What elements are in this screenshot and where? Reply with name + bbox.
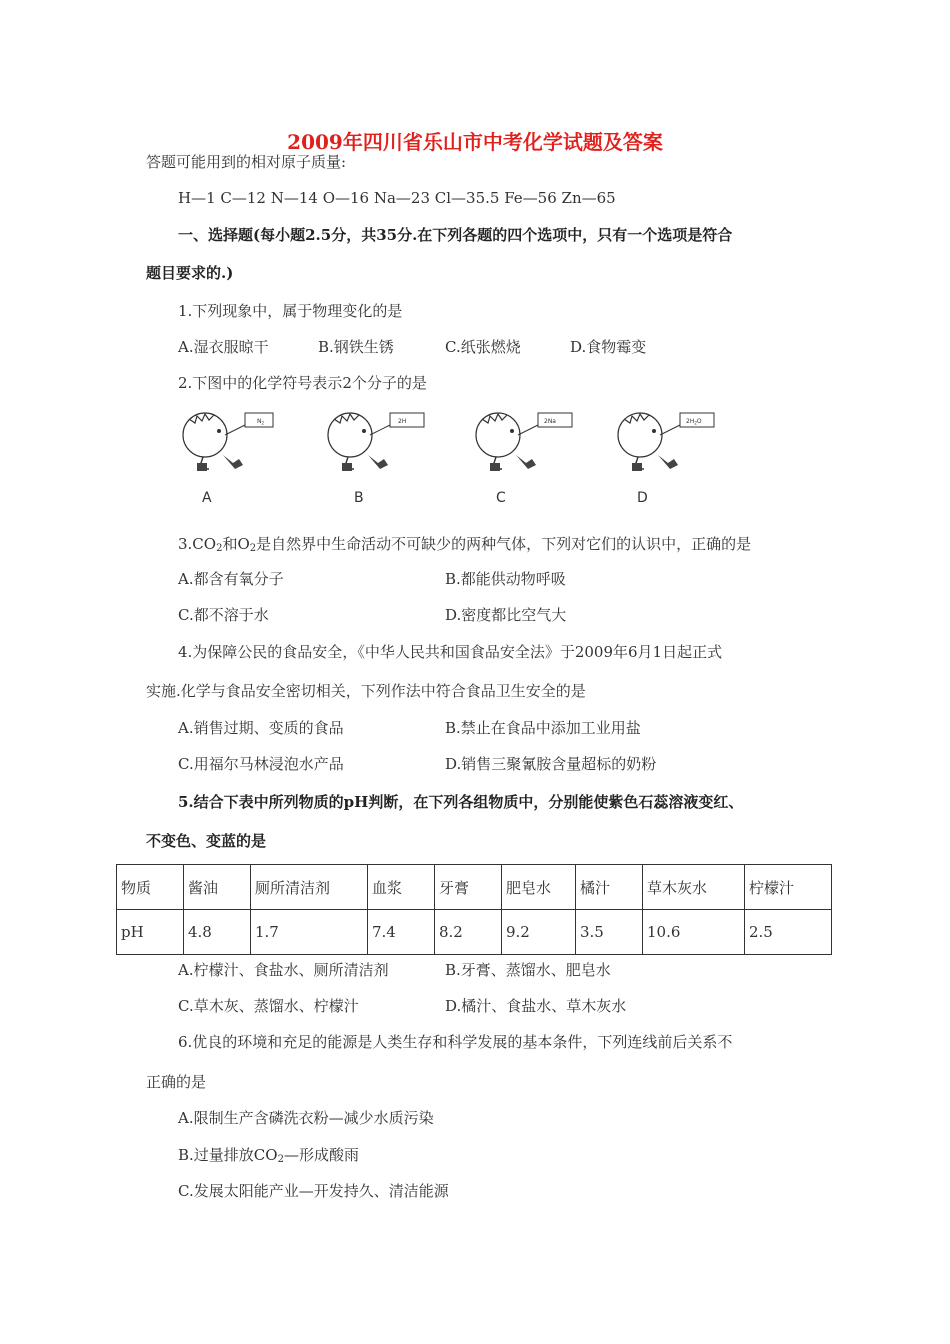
table-cell: 肥皂水: [502, 865, 576, 910]
q4-stem: 4.为保障公民的食品安全，《中华人民共和国食品安全法》于2009年6月1日起正式: [178, 643, 723, 661]
section-heading: 一、选择题(每小题2.5分，共35分.在下列各题的四个选项中，只有一个选项是符合: [178, 226, 733, 244]
q6-option-b: B.过量排放$CO_2—$形成酸雨: [178, 1146, 359, 1165]
table-cell: 血浆: [368, 865, 435, 910]
sign-sub-d: 2: [694, 420, 697, 426]
svg-text:2H2O: [686, 418, 702, 426]
q6-stem-cont: 正确的是: [146, 1073, 207, 1091]
table-cell: 厕所清洁剂: [251, 865, 368, 910]
q5-option-b: B.牙膏、蒸馏水、肥皂水: [445, 961, 611, 979]
q1-option-b: B.钢铁生锈: [318, 338, 394, 356]
table-cell: 10.6: [643, 910, 745, 955]
table-cell: 8.2: [435, 910, 502, 955]
sign-text-a: N: [257, 418, 262, 425]
q6-option-a: A.限制生产含磷洗衣粉—减少水质污染: [178, 1109, 434, 1127]
table-cell: 草木灰水: [643, 865, 745, 910]
q3-stem: $3.CO_2$和$O_2$是自然界中生命活动不可缺少的两种气体，下列对它们的认识中，正确的是: [178, 535, 752, 554]
q2-stem: 2.下图中的化学符号表示2个分子的是: [178, 374, 427, 392]
q6-option-c: C.发展太阳能产业—开发持久、清洁能源: [178, 1182, 449, 1200]
table-cell: 牙膏: [435, 865, 502, 910]
figure-label-d: D: [637, 490, 648, 506]
q3-option-c: C.都不溶于水: [178, 606, 269, 624]
table-row: [117, 910, 832, 955]
cartoon-figure-c: [468, 405, 578, 475]
atomic-mass-line: H—1 C—12 N—14 O—16 Na—23 Cl—35.5 Fe—56 Zn—65: [178, 189, 616, 207]
table-cell: 7.4: [368, 910, 435, 955]
q4-stem-cont: 实施.化学与食品安全密切相关，下列作法中符合食品卫生安全的是: [146, 682, 586, 700]
intro-line: 答题可能用到的相对原子质量:: [146, 153, 347, 171]
table-row: [117, 865, 832, 910]
figure-label-b: B: [354, 490, 364, 506]
table-cell: pH: [117, 910, 184, 955]
q1-option-c: C.纸张燃烧: [445, 338, 521, 356]
q4-option-b: B.禁止在食品中添加工业用盐: [445, 719, 641, 737]
q1-option-d: D.食物霉变: [570, 338, 647, 356]
figure-label-a: A: [202, 490, 212, 506]
cartoon-figure-b: [320, 405, 430, 475]
q1-option-a: A.湿衣服晾干: [178, 338, 269, 356]
q4-option-d: D.销售三聚氰胺含量超标的奶粉: [445, 755, 657, 773]
sign-tail-d: O: [696, 418, 702, 425]
sign-text-b: 2H: [398, 418, 407, 425]
q5-stem: 5.结合下表中所列物质的pH判断，在下列各组物质中，分别能使紫色石蕊溶液变红、: [178, 793, 744, 811]
table-cell: 4.8: [184, 910, 251, 955]
sign-sub-a: 2: [261, 420, 265, 426]
q6-stem: 6.优良的环境和充足的能源是人类生存和科学发展的基本条件，下列连线前后关系不: [178, 1033, 733, 1051]
cartoon-figure-d: [610, 405, 720, 475]
q5-option-c: C.草木灰、蒸馏水、柠檬汁: [178, 997, 359, 1015]
sign-text-d: 2H: [686, 418, 695, 425]
table-cell: 3.5: [576, 910, 643, 955]
table-cell: 1.7: [251, 910, 368, 955]
q1-stem: 1.下列现象中，属于物理变化的是: [178, 302, 403, 320]
table-cell: 柠檬汁: [745, 865, 832, 910]
figure-label-c: C: [496, 490, 506, 506]
q4-option-a: A.销售过期、变质的食品: [178, 719, 344, 737]
q3-option-b: B.都能供动物呼吸: [445, 570, 566, 588]
table-cell: 酱油: [184, 865, 251, 910]
cartoon-figure-a: [175, 405, 285, 475]
section-heading-cont: 题目要求的.): [146, 264, 234, 282]
table-cell: 2.5: [745, 910, 832, 955]
table-cell: 物质: [117, 865, 184, 910]
q5-stem-cont: 不变色、变蓝的是: [146, 832, 267, 850]
sign-text-c: 2Na: [544, 418, 556, 425]
q3-option-d: D.密度都比空气大: [445, 606, 567, 624]
table-cell: 9.2: [502, 910, 576, 955]
q4-option-c: C.用福尔马林浸泡水产品: [178, 755, 344, 773]
q3-option-a: A.都含有氧分子: [178, 570, 284, 588]
ph-table: [116, 864, 832, 955]
q5-option-a: A.柠檬汁、食盐水、厕所清洁剂: [178, 961, 389, 979]
q5-option-d: D.橘汁、食盐水、草木灰水: [445, 997, 627, 1015]
page-title: 2009年四川省乐山市中考化学试题及答案: [287, 130, 663, 154]
table-cell: 橘汁: [576, 865, 643, 910]
